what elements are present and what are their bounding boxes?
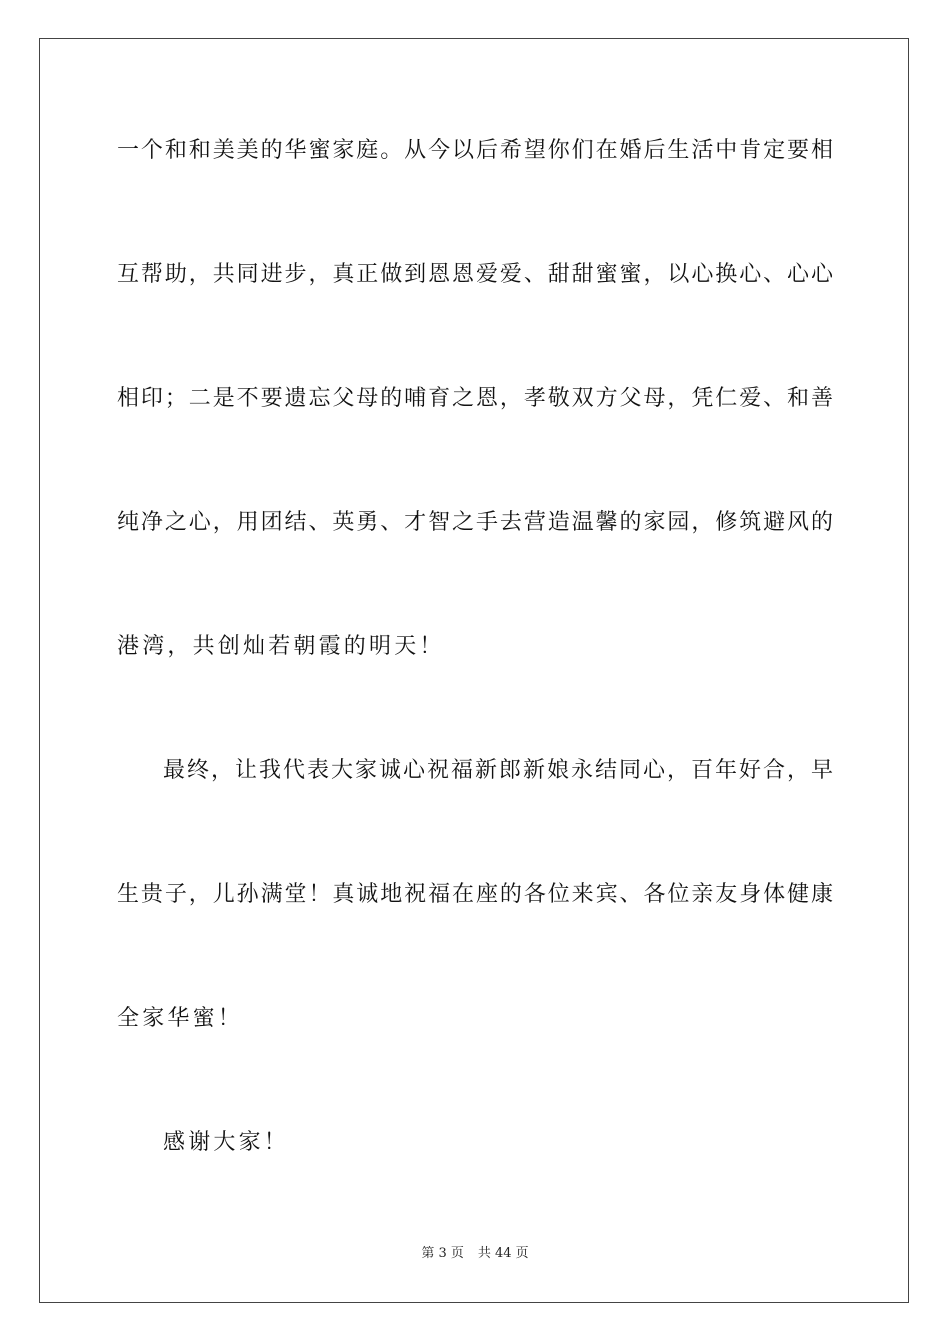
paragraph-line-2: 互帮助，共同进步，真正做到恩恩爱爱、甜甜蜜蜜，以心换心、心心 — [117, 262, 833, 287]
page-total: 共 44 页 — [477, 1246, 529, 1261]
paragraph-line-9: 感谢大家！ — [163, 1130, 290, 1155]
page-border — [39, 38, 909, 1303]
paragraph-line-7: 生贵子，儿孙满堂！真诚地祝福在座的各位来宾、各位亲友身体健康 — [117, 882, 833, 907]
paragraph-line-4: 纯净之心，用团结、英勇、才智之手去营造温馨的家园，修筑避风的 — [117, 510, 833, 535]
paragraph-line-8: 全家华蜜！ — [117, 1006, 244, 1031]
paragraph-line-5: 港湾，共创灿若朝霞的明天！ — [117, 634, 445, 659]
page-number: 第 3 页 — [421, 1246, 464, 1261]
paragraph-line-6: 最终，让我代表大家诚心祝福新郎新娘永结同心，百年好合，早 — [163, 758, 833, 783]
page-footer — [0, 1245, 950, 1263]
paragraph-line-3: 相印；二是不要遗忘父母的哺育之恩，孝敬双方父母，凭仁爱、和善 — [117, 386, 833, 411]
paragraph-line-1: 一个和和美美的华蜜家庭。从今以后希望你们在婚后生活中肯定要相 — [117, 138, 833, 163]
